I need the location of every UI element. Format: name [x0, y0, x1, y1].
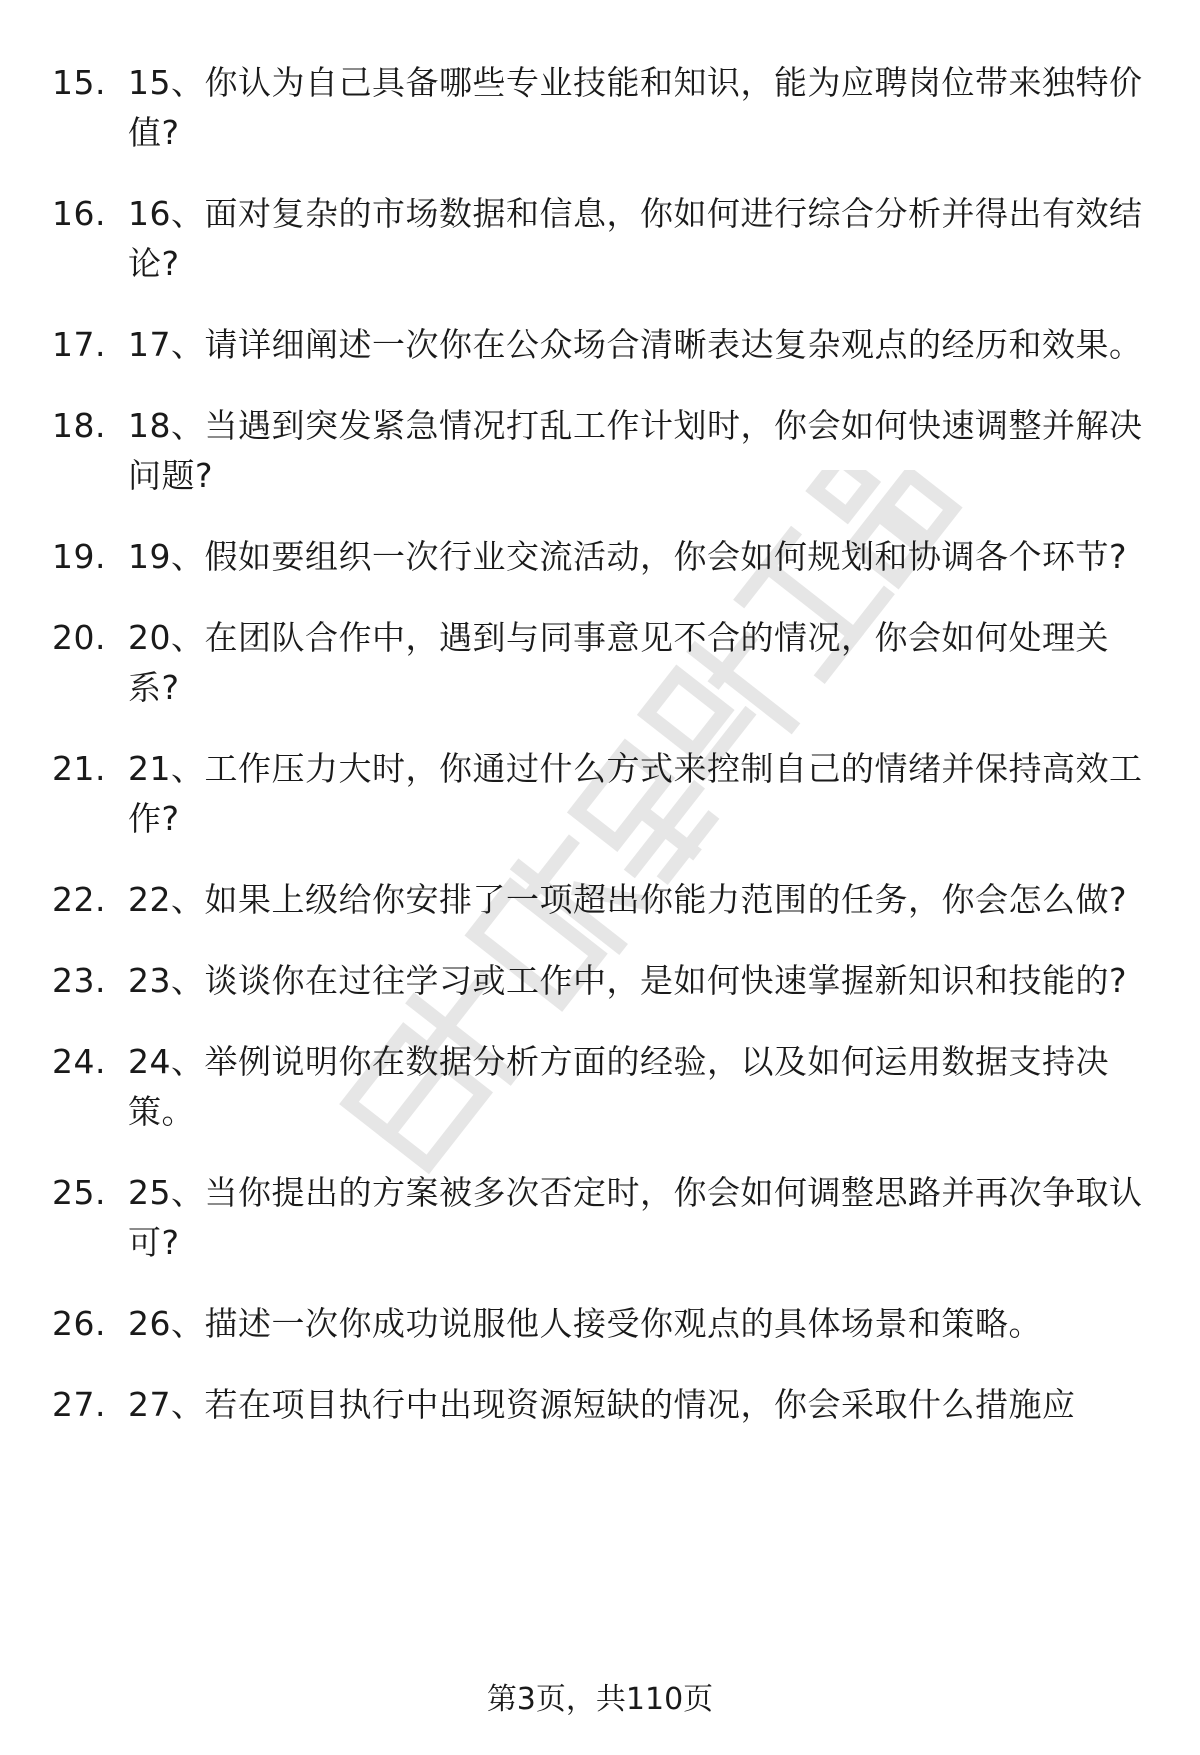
question-item-22: [52, 875, 1152, 925]
question-text: 25、当你提出的方案被多次否定时，你会如何调整思路并再次争取认可?: [128, 1173, 1143, 1262]
question-item-16: [52, 189, 1152, 289]
question-number: 20.: [52, 618, 106, 657]
question-list: [52, 58, 1152, 1461]
question-item-19: [52, 532, 1152, 582]
question-item-25: [52, 1168, 1152, 1268]
question-text: 19、假如要组织一次行业交流活动，你会如何规划和协调各个环节?: [128, 537, 1128, 576]
question-number: 26.: [52, 1304, 106, 1343]
question-item-27: [52, 1380, 1152, 1430]
question-number: 19.: [52, 537, 106, 576]
question-number: 27.: [52, 1385, 106, 1424]
question-text: 27、若在项目执行中出现资源短缺的情况，你会采取什么措施应: [128, 1385, 1076, 1424]
question-text: 23、谈谈你在过往学习或工作中，是如何快速掌握新知识和技能的?: [128, 961, 1128, 1000]
question-number: 15.: [52, 63, 106, 102]
question-item-24: [52, 1037, 1152, 1137]
question-number: 18.: [52, 406, 106, 445]
question-text: 15、你认为自己具备哪些专业技能和知识，能为应聘岗位带来独特价值?: [128, 63, 1143, 152]
question-number: 24.: [52, 1042, 106, 1081]
question-item-21: [52, 744, 1152, 844]
question-text: 26、描述一次你成功说服他人接受你观点的具体场景和策略。: [128, 1304, 1042, 1343]
question-text: 17、请详细阐述一次你在公众场合清晰表达复杂观点的经历和效果。: [128, 325, 1143, 364]
question-item-20: [52, 613, 1152, 713]
question-number: 25.: [52, 1173, 106, 1212]
question-number: 22.: [52, 880, 106, 919]
question-text: 24、举例说明你在数据分析方面的经验，以及如何运用数据支持决策。: [128, 1042, 1109, 1131]
question-item-23: [52, 956, 1152, 1006]
question-number: 23.: [52, 961, 106, 1000]
question-number: 21.: [52, 749, 106, 788]
question-number: 17.: [52, 325, 106, 364]
question-text: 16、面对复杂的市场数据和信息，你如何进行综合分析并得出有效结论?: [128, 194, 1143, 283]
question-item-15: [52, 58, 1152, 158]
question-text: 22、如果上级给你安排了一项超出你能力范围的任务，你会怎么做?: [128, 880, 1128, 919]
page-footer: [0, 1680, 1200, 1720]
question-text: 20、在团队合作中，遇到与同事意见不合的情况，你会如何处理关系?: [128, 618, 1109, 707]
page-number-label: 第3页，共110页: [486, 1682, 714, 1717]
question-text: 21、工作压力大时，你通过什么方式来控制自己的情绪并保持高效工作?: [128, 749, 1143, 838]
question-number: 16.: [52, 194, 106, 233]
question-item-18: [52, 401, 1152, 501]
question-item-17: [52, 320, 1152, 370]
question-text: 18、当遇到突发紧急情况打乱工作计划时，你会如何快速调整并解决问题?: [128, 406, 1143, 495]
question-item-26: [52, 1299, 1152, 1349]
